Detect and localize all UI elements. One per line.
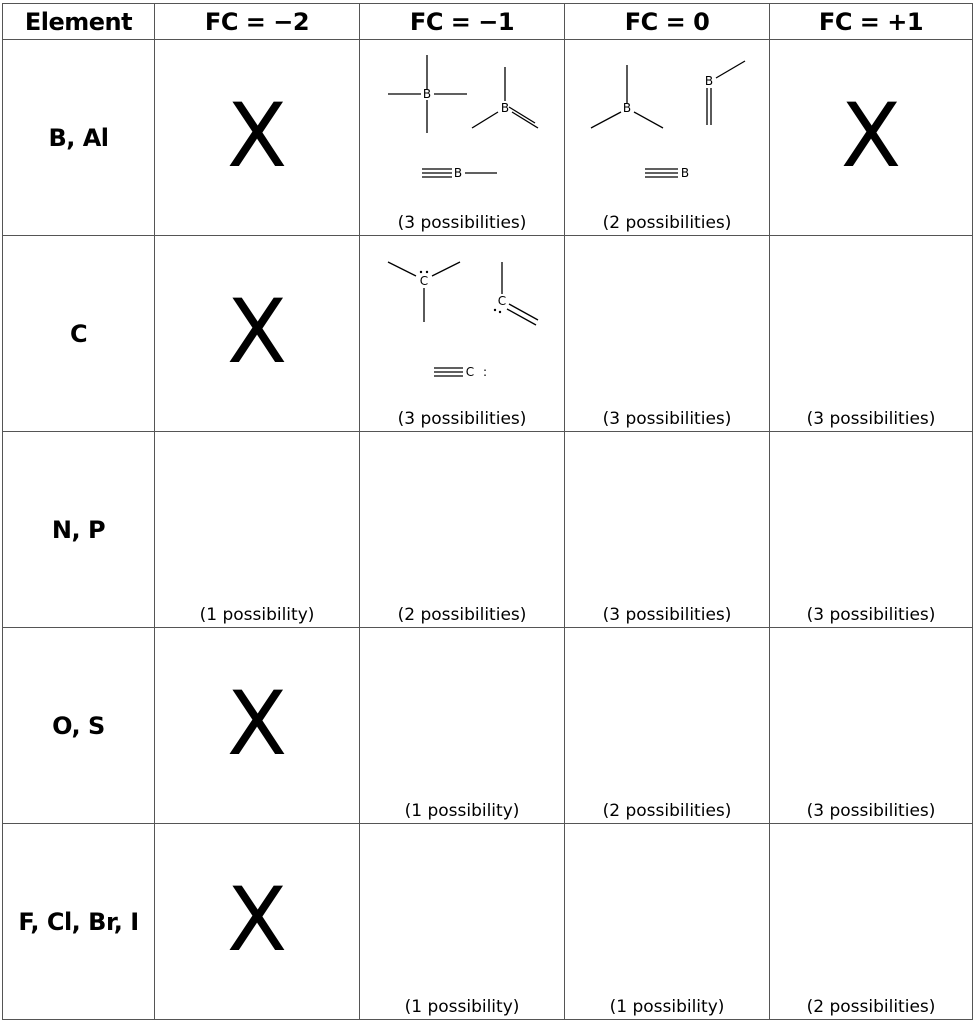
table-row	[3, 824, 973, 1020]
boron-neutral-structures	[565, 40, 770, 210]
boron-atom-label: B	[453, 166, 463, 180]
cell-fc-0	[565, 40, 770, 236]
cell-fc-0	[565, 628, 770, 824]
cell-fc-minus-1	[360, 628, 565, 824]
not-applicable-mark: X	[226, 867, 288, 971]
not-applicable-mark: X	[226, 279, 288, 383]
cell-fc-minus-1	[360, 236, 565, 432]
cell-fc-minus-1	[360, 40, 565, 236]
cell-fc-minus-2	[155, 432, 360, 628]
possibility-count: (3 possibilities)	[397, 213, 527, 233]
possibility-count: (3 possibilities)	[397, 409, 527, 429]
formal-charge-table	[2, 3, 973, 1020]
possibility-count: (3 possibilities)	[806, 409, 936, 429]
cell-fc-plus-1	[770, 236, 973, 432]
boron-atom-label: B	[622, 101, 632, 115]
possibility-count: (1 possibility)	[404, 801, 520, 821]
cell-fc-minus-2	[155, 40, 360, 236]
possibility-count: (3 possibilities)	[806, 801, 936, 821]
carbon-atom-label: C	[497, 294, 507, 308]
possibility-count: (3 possibilities)	[602, 409, 732, 429]
element-cell: F, Cl, Br, I	[3, 824, 155, 1020]
not-applicable-mark: X	[226, 83, 288, 187]
element-cell: N, P	[3, 432, 155, 628]
header-fc-plus-1: FC = +1	[770, 4, 973, 40]
not-applicable-mark: X	[840, 83, 902, 187]
header-fc-0: FC = 0	[565, 4, 770, 40]
possibility-count: (2 possibilities)	[806, 997, 936, 1017]
possibility-count: (3 possibilities)	[806, 605, 936, 625]
possibility-count: (1 possibility)	[199, 605, 315, 625]
cell-fc-plus-1	[770, 432, 973, 628]
header-fc-minus-1: FC = −1	[360, 4, 565, 40]
carbon-atom-label: C	[465, 365, 475, 379]
cell-fc-0	[565, 824, 770, 1020]
possibility-count: (1 possibility)	[609, 997, 725, 1017]
element-cell: B, Al	[3, 40, 155, 236]
cell-fc-plus-1	[770, 40, 973, 236]
header-row	[3, 4, 973, 40]
table-row	[3, 432, 973, 628]
possibility-count: (1 possibility)	[404, 997, 520, 1017]
cell-fc-minus-2	[155, 236, 360, 432]
possibility-count: (2 possibilities)	[397, 605, 527, 625]
cell-fc-minus-1	[360, 824, 565, 1020]
cell-fc-0	[565, 236, 770, 432]
boron-atom-label: B	[500, 101, 510, 115]
boron-anion-structures	[360, 40, 565, 210]
carbon-atom-label: C	[419, 274, 429, 288]
element-cell: C	[3, 236, 155, 432]
possibility-count: (2 possibilities)	[602, 213, 732, 233]
boron-atom-label: B	[704, 74, 714, 88]
header-fc-minus-2: FC = −2	[155, 4, 360, 40]
lone-pair-dots: :	[482, 365, 488, 379]
cell-fc-minus-1	[360, 432, 565, 628]
table-row	[3, 628, 973, 824]
cell-fc-minus-2	[155, 824, 360, 1020]
cell-fc-plus-1	[770, 824, 973, 1020]
possibility-count: (3 possibilities)	[602, 605, 732, 625]
boron-atom-label: B	[422, 87, 432, 101]
boron-atom-label: B	[680, 166, 690, 180]
cell-fc-plus-1	[770, 628, 973, 824]
header-element: Element	[3, 4, 155, 40]
possibility-count: (2 possibilities)	[602, 801, 732, 821]
not-applicable-mark: X	[226, 671, 288, 775]
table-row	[3, 40, 973, 236]
carbanion-structures	[360, 236, 565, 406]
cell-fc-0	[565, 432, 770, 628]
table-row	[3, 236, 973, 432]
element-cell: O, S	[3, 628, 155, 824]
cell-fc-minus-2	[155, 628, 360, 824]
